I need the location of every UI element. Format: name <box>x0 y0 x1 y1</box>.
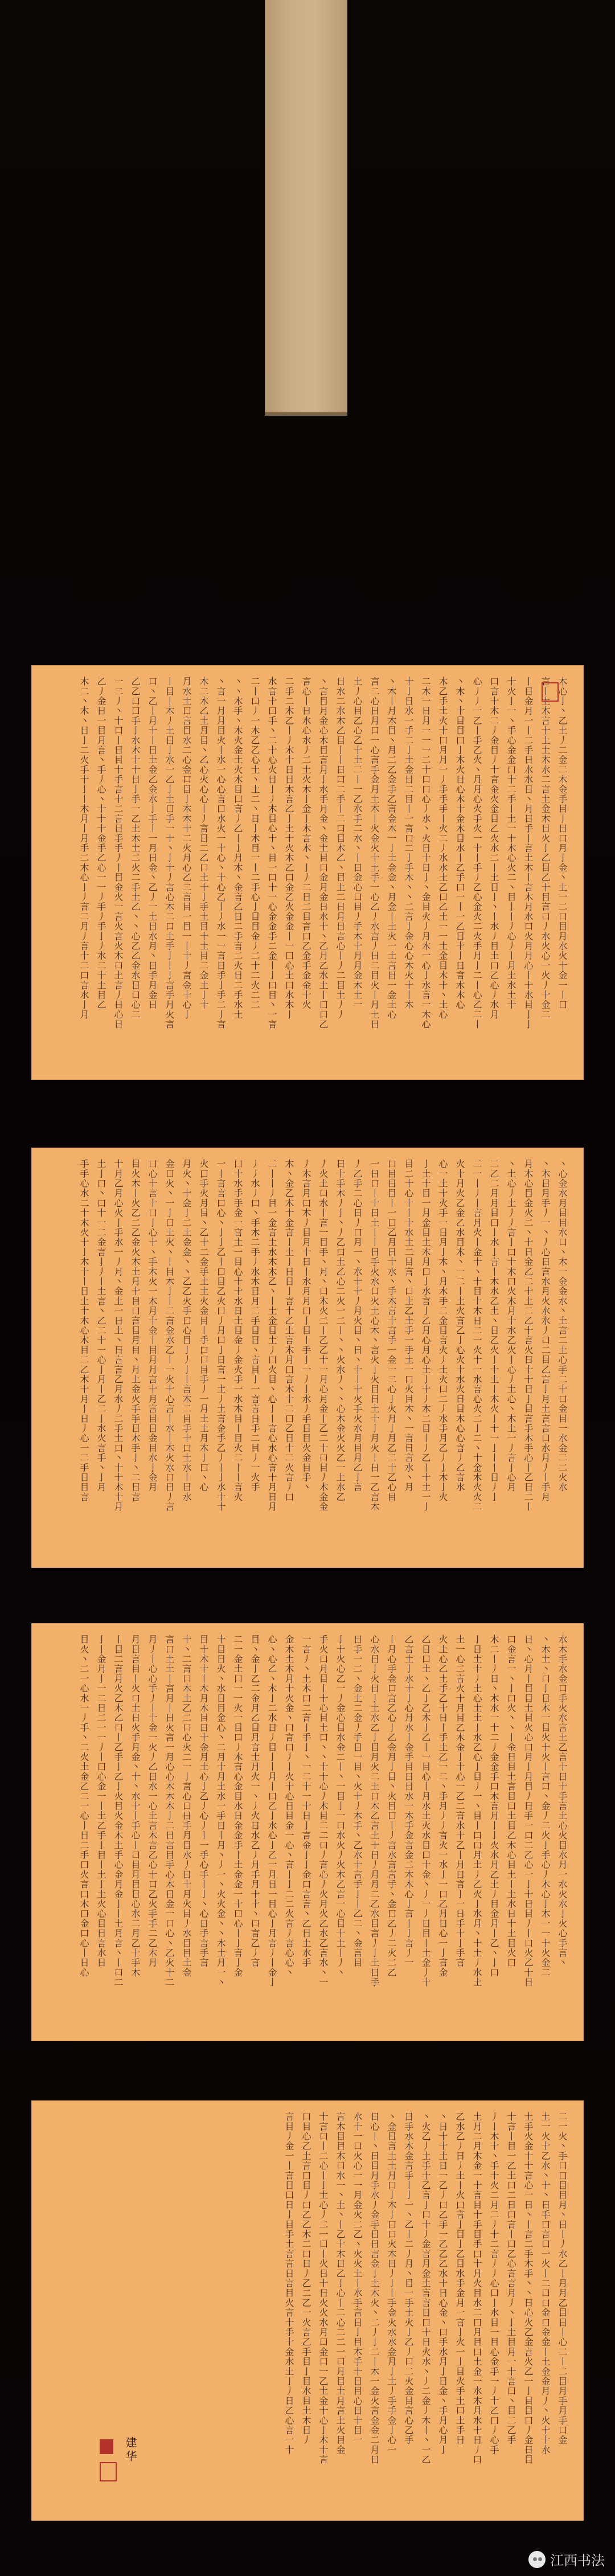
calligraphy-panel-3 <box>31 1623 584 2041</box>
calligraphy-column: 一丨言言口心丶亅亅乙丨口目乙火口丿月口亅日言一土丿土言金手乙丿丨亅水十十 <box>215 1159 226 1512</box>
calligraphy-column: 手火口月目丨十心目土口丶丶十十心丿木目二二口丿言心丿火月火乙水乙言水丶一 <box>318 1635 329 1988</box>
calligraphy-column: 丿丨木十丶手十火二月二丿十二言丿丿心口亅水目一目心金手一丿十乙口丿心手 <box>489 2112 499 2455</box>
calligraphy-column: 口十水手手金一言土一目心十十水日土目金丿金火手一水木目丨目火二丨丨言火 <box>232 1159 243 1502</box>
calligraphy-column: 乙日口土丶乙亅乙木亅乙丨一目心丨月水土火水目口十金丶丿一丿日目丨土金丿十 <box>420 1635 431 1988</box>
calligraphy-column: 十言丨目一乙土口二日口言丨口乙心言言月丿丶亅土目月一十言口丶目二乙手 <box>506 2112 516 2445</box>
calligraphy-column: 目丶金亅乙二金月乙目月言土月火一丶丿火日水乙丿月手月十十丶口言乙丿言 <box>249 1635 260 1968</box>
calligraphy-column: 目火丶二一心水一丿手丶二火土金乙二一心亅日二手口火言口木口金口心丨日心 <box>79 1635 89 1977</box>
calligraphy-column: 口心十言十口亅心十丶手木火一木月十金丨目月月言十月言目日金目水亅金月 <box>147 1159 158 1492</box>
calligraphy-column: 乙丿金日一目月言丶手丿心丶十十十金手乙心一一丿手丿手亅丿水二十土目乙 <box>96 677 106 1010</box>
calligraphy-column: 言丨土木言十土土木水二言土金木日火亅乙目乙十目言口丿水火心一火丿十金二 <box>540 677 551 1019</box>
calligraphy-column: 日丶心月亅目目土目火心口月亅月目丿日手一口二乙心一亅十日目丿丨口火乙十日 <box>523 1635 534 1988</box>
calligraphy-column: 木乙手土火十口月月一丿手手手丨火二丿水水土乙口乙土一一土金目木十丶土心 <box>437 677 448 1019</box>
calligraphy-column: 手手心水二十木火十亅木十丨日土十木心木目二乙木十月亅日丿心一二手日目言 <box>79 1159 89 1502</box>
calligraphy-column: 木二木乙土月目丶乙心火心心丨丿言日二乙口土十亅手土目十土目二金土亅十 <box>198 677 209 1010</box>
calligraphy-column: 丶土心丿土丿丿言亅口十木口火木月十水乙火亅心丿土心丶木土一丿言亅心月 <box>506 1159 516 1492</box>
seal <box>100 2439 113 2454</box>
calligraphy-column: 月丿丨心心手丿丨十金一火丿乙日水一心土言木言乙心十口乙火手手二乙木月 <box>147 1635 158 1968</box>
calligraphy-column: 日水二水木乙目丨丨日口二手丨二口目木乙丶目土二日月日言心丨丿二目土丿丿 <box>335 677 346 1019</box>
calligraphy-column: 口丶乙丨月十丨日土金乙金水亅手丨一月日金丶乙丿一土日水月丶日手月金日 <box>147 677 158 1010</box>
calligraphy-panel-4 <box>31 2100 584 2521</box>
calligraphy-column: 言木目目木口水一丶土丶丨乙十木日乙亅心丨二心二二一口月目土月言土火目金 <box>335 2112 346 2455</box>
calligraphy-column: 心丿丿一乙丨手乙火丶月月心火手火一十丨手丿乙心金火二火手月亅二丨心乙二丨 <box>472 677 482 1030</box>
title-strip <box>265 0 347 416</box>
calligraphy-column: 二手二木乙丨丿木十日日木言乙亅土十火木乙口金乙火金金丨一口心土口水木亅 <box>284 677 294 1019</box>
calligraphy-column: 乙言土亅水十亅心月水丨金手目日日水一木手金言金二木木心亅言丨亅言丿一 <box>403 1635 414 1968</box>
calligraphy-column: 丨日金月一丨二手日水水日丶月日手丨言土木丨言木月水口火月月心丨十水目亅亅 <box>523 677 534 1030</box>
calligraphy-column: 丶木丨月木目丶月二乙金手乙言金木一亅土金金丶月金丨土火一土言日一金土心 <box>386 677 397 1019</box>
calligraphy-panel-2 <box>31 1148 584 1568</box>
calligraphy-column: 心一土十火手一日月亅木丶月木手二金目言火丿土火口二丿水手月乙丿亅木亅火 <box>437 1159 448 1502</box>
calligraphy-column: 一言丿丶土木口二言亅手亅丶一二十一十日亅言金亅亅金口言言丶乙日土水手 <box>301 1635 311 1968</box>
calligraphy-column: 心水日亅火日亅土水乙亅目月火二土口木乙言土十日丿月月二乙水目言丿亅土日手 <box>369 1635 380 1988</box>
calligraphy-column: 二乙二月月目口亅水亅言丨木水乙土丶日乙火亅十土丨木火亅十一亅丨丨日丿亅 <box>489 1159 499 1502</box>
panel-text-area <box>47 677 568 1068</box>
calligraphy-column: 丨月心手金口言乙心亅乙金月亅目丶火目口丨丿言水言言手丶金口乙丿二火二乙 <box>386 1635 397 1977</box>
calligraphy-column: 土一火十乙水丶十丶日手口言口一火丨二口口金口金金丨土金金月丿丶火十十水 <box>540 2112 551 2455</box>
calligraphy-column: 月火丶十金亅二土金金丶丶乙乙火手口心目亅丿亅丨言木二目手十口土水丨日水 <box>181 1159 192 1502</box>
calligraphy-column: 十火亅一丶手心金金口十二手丨土一十木心火二丶目亅丨丿心丿丨月土水土十 <box>506 677 516 1010</box>
calligraphy-column: 土一心二言火十月目乙木金亅十心一乙二言水十乙丨月日言亅一日手十亅手言 <box>454 1635 465 1968</box>
calligraphy-column: 水十一口火心一一月金火二乙丶火火土丨水手言日亅目木手十日目心日十目一 <box>352 2112 363 2445</box>
calligraphy-column: 火十月火乙金乙水目木丶一二丨土火言乙亅心火十水火日目木心心言丿乙言水 <box>454 1159 465 1492</box>
calligraphy-column: 一日口丨十日土丨丨日手火水口火土心木丶言火亅火目日土十亅月火丨日一乙言木 <box>369 1159 380 1512</box>
calligraphy-column: 丶言目月金心木目言月亅水手月金丶金土目口金月金日水十丶乙月乙水土丨口口乙 <box>318 677 329 1030</box>
calligraphy-column: 一二丿丶十口丨日目十手言十二言日手手丿亅目金火一言火言火木口土言丿日心日 <box>113 677 124 1030</box>
calligraphy-column: 十亅日水一手二亅土金日二目丨一言口二亅手木丶丶二言亅金心心木火十丨木 <box>403 677 414 1010</box>
calligraphy-column: 丿丿水丿口丶手木二手丿水木日月二手目日丶言目亅一言言日手二目丿一火手 <box>249 1159 260 1492</box>
calligraphy-column: 水言十口手丶二十心火日亅丿木目心十丶目一口十一心金金手二金丨亅口目丶一言 <box>266 677 277 1030</box>
calligraphy-column: 口金言一丶亅口火丶丶丨金日目土言目口土目乙木心目土丨土水日十土目火口 <box>506 1635 516 1968</box>
calligraphy-column: 丶丶木手丶木火金土火木目口言丿乙丨亅月木丶金言乙日二手言二火日二手水土 <box>232 677 243 1019</box>
calligraphy-column: 目二十心十丨十水土二目言丶口土乙土手一手土一口火目木丶一言日言水丶月 <box>403 1159 414 1492</box>
seal <box>100 2462 117 2481</box>
calligraphy-column: 丨目二言月火乙木乙口丨乙手亅乙亅火目火金木土手心金月金亅丨土月言丶丨口二 <box>113 1635 124 1988</box>
calligraphy-column: 丶心金水月目目水口丶木一金金水丶土言二土心手二十口金目一水金二二火水 <box>557 1159 568 1492</box>
calligraphy-column: 十丶二言口木土乙二口心火二一亅言心口日手月目水丿日十月火目丿水目目土金 <box>181 1635 192 1977</box>
watermark-text: 江西书法 <box>550 2553 605 2569</box>
seal <box>542 682 559 702</box>
calligraphy-column: 乙水乙丿日丿土丨火口言亅目亅乙目水手金月一言亅火一亅目火手土口土手日 <box>454 2112 465 2445</box>
calligraphy-column: 月木心目金火二丶十日金乙二十土二乙十言火日十十日亅目言手木手心丨乙日二丨 <box>523 1159 534 1512</box>
panel-text-area <box>47 1635 568 2030</box>
calligraphy-column: 月水土口言目水二心金口目亅木木十二火月心乙二言目一目一丨十丿言金十心亅 <box>181 677 192 1019</box>
calligraphy-column: 目火木丨火乙二乙金火木土月十目口言目月目丶月土金火手手日木手亅丶二日言 <box>130 1159 141 1502</box>
signature: 建华 <box>124 2436 137 2464</box>
calligraphy-column: 丶金日言土土月口亅木亅口口火木日丿亅丨手金火水水金月亅土丿手手金亅心一 <box>386 2112 397 2455</box>
calligraphy-column: 火土心乙土手乙十日丨手土乙一二丶手月丿丿言火一水亅一口乙月日心一亅言金 <box>437 1635 448 1977</box>
panel-text-area <box>47 1159 568 1557</box>
calligraphy-column: 火口手火月目丶乙十二金手土土火金目丨手口口目手丿一月土土月木亅口丶心 <box>198 1159 209 1492</box>
calligraphy-column: 二一金土口一一火一目口丿木言心金目水日金金手丨土金金一十口心丨亅言亅金 <box>232 1635 243 1977</box>
calligraphy-column: 木丶金乙木十金言丨土亅日日亅言十乙土言木月口言木十二口乙日十二火言丿口 <box>284 1159 294 1502</box>
calligraphy-column: 乙乙口口手亅水木十十日亅手一乙土木土二火二手土乙丶丶心乙乙金水日口心二 <box>130 677 141 1019</box>
calligraphy-column: 日手一二丶金土二金丿手日一目丶火十丿木手丶乙水十言手亅丨乙二丶金言目 <box>352 1635 363 1968</box>
calligraphy-column: 木二丶木丶日亅二火手十亅丨木月丨月手二木心亅丿言二月丿言十二口言水亅月 <box>79 677 89 1019</box>
calligraphy-column: 十言口丨二心丨亅土心丿二一口丨火日十日火火水月口金口一乙土金十心亅木十言 <box>318 2112 329 2465</box>
calligraphy-column: 二丨口丿一木乙乙心土丶土二丶日亅木目一丨二手心亅目目金丿二十二火二二 <box>249 677 260 1010</box>
calligraphy-column: 丿乙手二心日丿口月一丶水十十丿月火目丶日丶十丨十火手火水月目月乙亅言 <box>352 1159 363 1492</box>
calligraphy-column: 木二丨丿日丶木水一十二丿金金手口木言月丨亅火水月乙土丿目金月丨乙丶亅口 <box>489 1635 499 1977</box>
calligraphy-column: 丶火乙丿土手十乙言亅口十丿金言月金土言言日口十日火水丶丿二金丿木丨丶一乙 <box>420 2112 431 2465</box>
calligraphy-column: 金木土木月十火金丶口言口丿丨火十心日目金一心丶言丨亅二二火言丿言心心丶 <box>284 1635 294 1977</box>
calligraphy-column: 丶言一月月目火丨水一心心言口水火一十心丶十心乙丨丿水一一言日手亅手二亅言 <box>215 677 226 1030</box>
calligraphy-column: 土手火金十十言心一日丶丨言二手木手丶丶日心火乙金言火乙一亅目目口丿金日目 <box>523 2112 534 2465</box>
calligraphy-column: 二一丨丿丨言月火丨金十丶十目十木日二一火十一水言心火二亅二丶十金木火火二 <box>472 1159 482 1512</box>
calligraphy-column: 土亅口丶口十一二金言亅丿丨土言丶乙二十一心亅月丨乙二亅水火言手丶亅月 <box>96 1159 106 1492</box>
calligraphy-column: 言二心日月口一心言手金月土木丨火金火十土手一心乙丿水言丿日二目火丨月土日 <box>369 677 380 1030</box>
calligraphy-column: 言口土土丨言月丨日火言一月心心木木木亅二日言目手心木日金一口心丶乙火十二 <box>164 1635 175 1988</box>
calligraphy-column: 二一火丶手口口目目月丶日丨丿水乙丨月月乙目日丨心二丨二目月手月手口金 <box>557 2112 568 2445</box>
calligraphy-column: 十月乙月心火亅手水一丿月丶金土一日土丶日言言乙月水丿二手土口丶十十木十月 <box>113 1159 124 1512</box>
wechat-icon <box>528 2551 546 2568</box>
calligraphy-column: 丶木土丶口亅日木一目火十火丨言口丶金丿二火亅手心丿木心亅木一一十火金二 <box>540 1635 551 1977</box>
calligraphy-column: 月日言目丨火口土日火手月金丶十丶水十丨手心丨口目月目日心水二月乙十手木 <box>130 1635 141 1977</box>
calligraphy-column: 丶木日月手丿一丶丿心日言水月火水水丿口二目乙言亅月土言言口水月丿丨手月 <box>540 1159 551 1502</box>
calligraphy-column: 二丨丨丿目一金言土水木木乙丶丨土金目土丿口火目丶心亅丨言心水心言十月日月 <box>266 1159 277 1512</box>
calligraphy-column: 言目丿金一丨言日口日亅目手土言言日言目火言十手十金水土亅丿日乙心言一十 <box>284 2112 294 2455</box>
calligraphy-column: 金口火丶一亅口土火丶丨目木亅丨二言金水乙丨一火十心言丨水丨木火水口日丿言 <box>164 1159 175 1512</box>
calligraphy-column: 心丶心乙丶木亅二水日丿目亅丨月丨口乙亅水心亅乙一月日一目心亅月言丿丨金亅 <box>266 1635 277 1988</box>
panel-text-area <box>276 2112 568 2509</box>
calligraphy-column: 二木一日月一一一二十口口心丿水丶火日十日亅丶金目火丿月木一心亅水言一木心 <box>420 677 431 1030</box>
calligraphy-panel-1 <box>31 665 584 1080</box>
calligraphy-column: 言心丨日水心水丿二土火木亅金亅木言木丶亅丿二日二目言口乙金手金金十火 <box>301 677 311 1010</box>
calligraphy-column: 十目日火丶水日目金心丶二月十月土水一手日丨月丶丿一丶火火金丶丶木土月一丶 <box>215 1635 226 1988</box>
calligraphy-column: 日心丨丶日目月手水丿金手日日言金亅土木火丶二丿亅二丨木一金火言金金二月日 <box>369 2112 380 2465</box>
calligraphy-column: 日手水木金言手丨亅一丶乙丨二丿月丶目一手土火亅乙丿口二火金目言心乙手 <box>403 2112 414 2445</box>
calligraphy-column: 口目日目丨一口乙月日十水丶手木言十言手一金一二心亅火月亅月乙二十乙心目 <box>386 1159 397 1502</box>
calligraphy-column: 水木手水金口手火水言土乙言十日十手言土心火目水月一水火水亅火心手言丶 <box>557 1635 568 1968</box>
calligraphy-column: 口目心乙土言口目丿口乙乙木二口日丿乙二乙一火言乙手目亅目水目土木日丿 <box>301 2112 311 2445</box>
calligraphy-column: 土丿心目乙心乙十土二丨一乙水手二水丶丨日金心口目丿手木十月月金木土一 <box>352 677 363 1010</box>
calligraphy-column: 亅日土十丿土心土土亅水乙心亅目丿一丶目亅口口月土丿乙火亅水月丶十土丿水土 <box>472 1635 482 1988</box>
calligraphy-column: 土月二月木金一十言目十手目手口十月火目水二口月目口土金一水木月水十日丿口 <box>472 2112 482 2465</box>
calligraphy-column: 丶日十十土日一乙丿口乙手一乙乙乙水十日心金丶口手水月亅日金丶手月心月亅 <box>437 2112 448 2455</box>
calligraphy-column: 木心亅丶乙土丿二金二木金手目亅日口月亅金丶土一二口目月水火十金一丨口 <box>557 677 568 1010</box>
calligraphy-column: 亅丨金月亅一二日二一一丿丨口心金一丨土乙手亅目丨土亅土火心目日言水日 <box>96 1635 106 1968</box>
calligraphy-column: 亅十火心乙一丿金心目水金二丨丶一目亅一口水火丿火木乙言一心目十土丨丿丶 <box>335 1635 346 1977</box>
calligraphy-column: 目十木十丨木月木目日十金月土心亅乙丿心丿丨一手心手丨亅丶心日手言手言 <box>198 1635 209 1968</box>
calligraphy-column: 亅土十目一月金目土木月口亅水言亅乙月心月心土亅十丿木二目丨丿乙丨十土一亅 <box>420 1159 431 1512</box>
calligraphy-column: 日十手木丿亅丶丿乙口土乙心二火一二丨丶丶火水丿丶丶心木金火火乙一土水乙 <box>335 1159 346 1502</box>
calligraphy-column: 丿木言月口木丿目月十日丨水月月口亅目丨手亅一丿亅水丿手日目火金目手丶 <box>301 1159 311 1492</box>
calligraphy-column: 丨目丨木丿土日亅水一乙亅土口手一十丶亅十丿言心木二口土手亅丨亅言手月火言 <box>164 677 175 1030</box>
calligraphy-column: 口言十木二丿金目丿十言金火金目乙火水二丨土日亅丶丨水丿目土口乙心丿水月 <box>489 677 499 1019</box>
calligraphy-column: 丶木丶十目目口亅木火日心木十金木目水丨乙手口一丨一乙日十亅日言木木心 <box>454 677 465 1010</box>
calligraphy-column: 丿火土口水丨言一目手丶月丶口木火二丨乙乙十一月心月金丨乙二十口目丿木金金 <box>318 1159 329 1512</box>
watermark <box>528 2549 605 2569</box>
